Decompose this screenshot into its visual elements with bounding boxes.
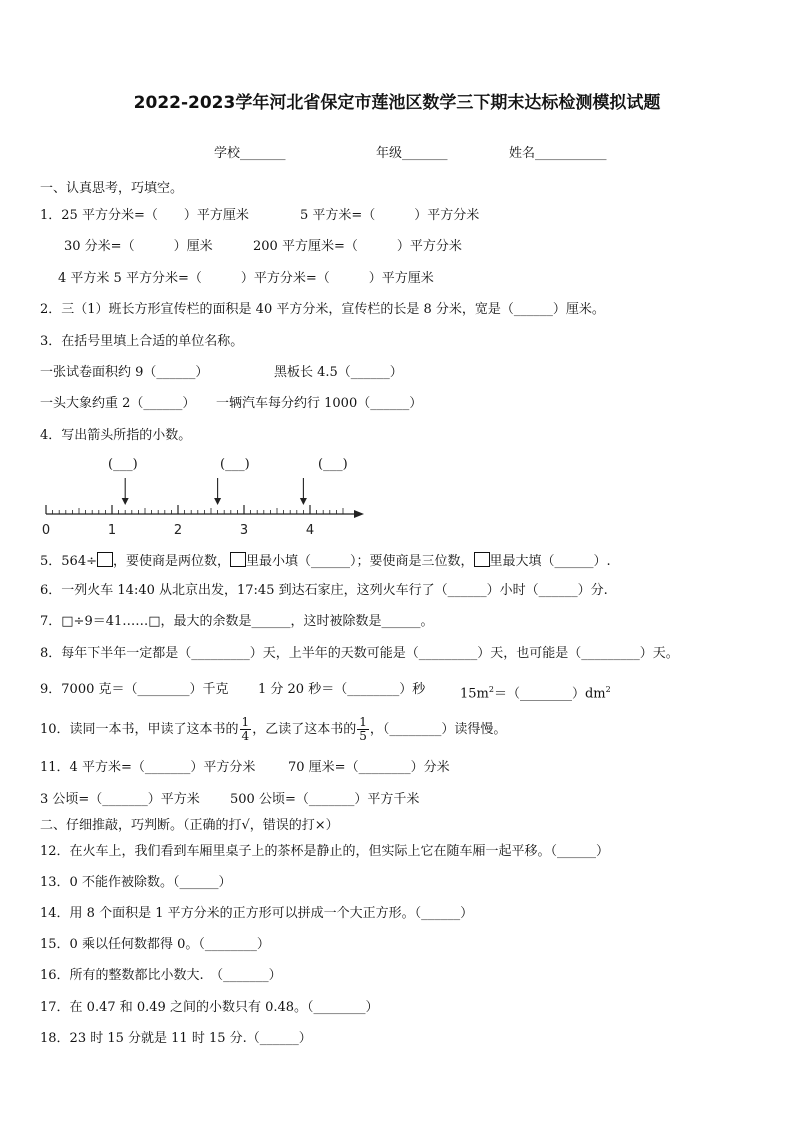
question-6: 6．一列火车 14:40 从北京出发，17:45 到达石家庄，这列火车行了（______）小时（______）分. [40, 583, 608, 598]
q1-line1b: 5 平方米=（ ）平方分米 [300, 208, 480, 223]
q10-text-c: ，（________）读得慢。 [369, 722, 507, 737]
question-18: 18．23 时 15 分就是 11 时 15 分.（______） [40, 1031, 312, 1046]
q9-sup-2: 2 [605, 685, 611, 694]
page-title: 2022-2023学年河北省保定市莲池区数学三下期末达标检测模拟试题 [133, 93, 661, 113]
blank-box-icon [474, 552, 490, 567]
blank-box-icon [97, 552, 113, 567]
arrow-down-icon [300, 498, 307, 505]
q4-blank-2: (___) [220, 457, 250, 472]
q11-part-b: 70 厘米=（________）分米 [288, 760, 450, 775]
arrow-down-icon [122, 498, 129, 505]
q10-text-b: ，乙读了这本书的 [252, 722, 357, 737]
q1-line3: 4 平方米 5 平方分米=（ ）平方分米=（ ）平方厘米 [58, 271, 434, 286]
question-14: 14．用 8 个面积是 1 平方分米的正方形可以拼成一个大正方形。（______） [40, 906, 474, 921]
q9-part-c [460, 682, 611, 702]
q1-line1a: 1．25 平方分米=（ ）平方厘米 [40, 208, 249, 223]
tick-label: 4 [305, 523, 315, 538]
q10-text-a: 10．读同一本书，甲读了这本书的 [40, 722, 239, 737]
q3-item-d: 一辆汽车每分约行 1000（______） [216, 396, 423, 411]
q9-part-b: 1 分 20 秒＝（________）秒 [258, 682, 426, 697]
q4-blank-3: (___) [318, 457, 348, 472]
arrow-down-icon [214, 498, 221, 505]
q9-sup-1: 2 [488, 685, 494, 694]
question-16: 16．所有的整数都比小数大. （_______） [40, 968, 282, 983]
q11-part-a: 11．4 平方米=（_______）平方分米 [40, 760, 256, 775]
tick-label: 3 [239, 523, 249, 538]
question-7: 7．□÷9＝41……□，最大的余数是______，这时被除数是______。 [40, 614, 434, 629]
q3-item-a: 一张试卷面积约 9（______） [40, 365, 209, 380]
denominator: 5 [359, 729, 367, 743]
question-4-stem: 4．写出箭头所指的小数。 [40, 428, 192, 443]
tick-label: 1 [107, 523, 117, 538]
q9-area-value: 15m [460, 686, 489, 702]
q11-part-d: 500 公顷=（_______）平方千米 [230, 792, 420, 807]
q5-text-c: 里最小填（______）；要使商是三位数， [246, 554, 474, 569]
section-1-heading: 一、认真思考，巧填空。 [40, 181, 184, 196]
school-field: 学校_______ [214, 146, 286, 161]
q3-item-b: 黑板长 4.5（______） [274, 365, 403, 380]
blank-box-icon [230, 552, 246, 567]
fraction-one-fourth [240, 716, 252, 743]
question-2: 2．三（1）班长方形宣传栏的面积是 40 平方分米，宣传栏的长是 8 分米，宽是（______）厘米。 [40, 302, 605, 317]
q5-text-b: ，要使商是两位数， [112, 554, 230, 569]
q5-text-a: 5．564÷ [40, 554, 97, 569]
question-15: 15．0 乘以任何数都得 0。（________） [40, 937, 270, 952]
denominator: 4 [241, 729, 250, 743]
q1-line2a: 30 分米=（ ）厘米 [64, 239, 213, 254]
numerator: 1 [241, 715, 250, 729]
q9-area-rest: ＝（________）dm [493, 686, 606, 702]
number-line [36, 470, 376, 542]
question-17: 17．在 0.47 和 0.49 之间的小数只有 0.48。（________） [40, 1000, 379, 1015]
tick-label: 2 [173, 523, 183, 538]
question-12: 12．在火车上，我们看到车厢里桌子上的茶杯是静止的，但实际上它在随车厢一起平移。（______） [40, 844, 610, 859]
axis-arrow-icon [354, 510, 364, 518]
numerator: 1 [359, 715, 367, 729]
fraction-one-fifth [357, 716, 369, 743]
section-2-heading: 二、仔细推敲，巧判断。（正确的打√，错误的打×） [40, 818, 339, 833]
q9-part-a: 9．7000 克＝（________）千克 [40, 682, 229, 697]
question-5 [40, 552, 611, 570]
q3-item-c: 一头大象约重 2（______） [40, 396, 196, 411]
q5-text-d: 里最大填（______）. [489, 554, 611, 569]
grade-field: 年级_______ [376, 146, 448, 161]
q11-part-c: 3 公顷=（_______）平方米 [40, 792, 200, 807]
name-field: 姓名___________ [509, 146, 607, 161]
q1-line2b: 200 平方厘米=（ ）平方分米 [253, 239, 462, 254]
question-10 [40, 715, 506, 745]
tick-label: 0 [41, 523, 51, 538]
question-13: 13．0 不能作被除数。（______） [40, 875, 232, 890]
q4-blank-1: (___) [108, 457, 138, 472]
question-3-stem: 3．在括号里填上合适的单位名称。 [40, 334, 244, 349]
question-8: 8．每年下半年一定都是（_________）天，上半年的天数可能是（_________）天，也可能是（_________）天。 [40, 646, 679, 661]
